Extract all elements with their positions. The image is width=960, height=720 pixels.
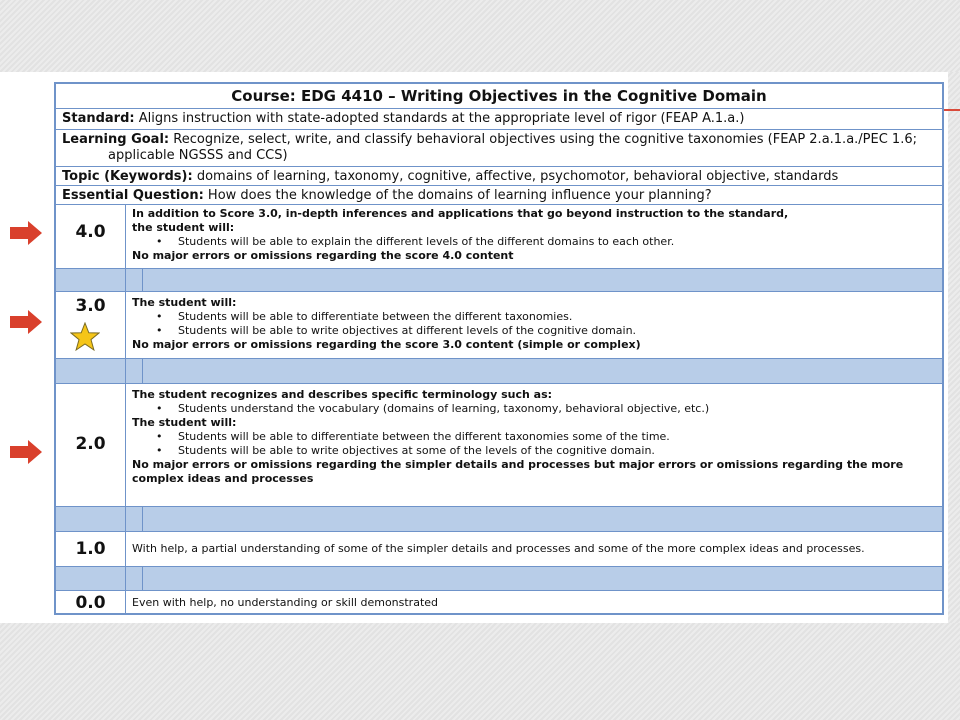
score-row-2 [56,384,942,507]
spacer-row [56,269,942,292]
spacer-row [56,567,942,591]
score-4-line1: In addition to Score 3.0, in-depth inferences and applications that go beyond instruction to the standard, [132,207,789,220]
standard-text: Aligns instruction with state-adopted standards at the appropriate level of rigor (FEAP A.1.a.) [138,111,745,126]
spacer-score-cell [56,567,126,590]
learning-goal-label: Learning Goal: [62,132,170,147]
spacer-row [56,507,942,532]
score-3-bullet-1: • Students will be able to differentiate between the different taxonomies. [132,310,937,324]
score-3-footer: No major errors or omissions regarding the score 3.0 content (simple or complex) [132,338,641,351]
score-2-line1: The student recognizes and describes specific terminology such as: [132,388,553,401]
score-4: 4.0 [56,205,126,268]
topic-text: domains of learning, taxonomy, cognitive, affective, psychomotor, behavioral objective, standards [196,169,839,184]
rubric-table [54,82,944,615]
right-arrow-icon [10,440,42,464]
spacer-score-cell [56,507,126,531]
score-2: 2.0 [56,384,126,506]
score-3-bullet-2: • Students will be able to write objectives at different levels of the cognitive domain. [132,324,937,338]
right-arrow-icon [10,221,42,245]
score-4-footer: No major errors or omissions regarding the score 4.0 content [132,249,514,262]
score-4-description [127,205,942,268]
learning-goal-text-cont: applicable NGSSS and CCS) [108,148,288,163]
score-1-description: With help, a partial understanding of some of the simpler details and processes and some of the more complex ideas and processes. [132,542,865,555]
course-title: Course: EDG 4410 – Writing Objectives in the Cognitive Domain [56,84,942,109]
learning-goal-text: Recognize, select, write, and classify behavioral objectives using the cognitive taxonomies (FEAP 2.a.1.a./PEC 1.6; [173,132,917,147]
score-2-bullet-3: • Students will be able to write objectives at some of the levels of the cognitive domain. [132,444,937,458]
score-2-bullet-2: • Students will be able to differentiate between the different taxonomies some of the time. [132,430,937,444]
essential-question-row [56,186,942,205]
spacer-score-cell [56,359,126,383]
score-4-line2: the student will: [132,221,235,234]
score-row-0 [56,591,942,615]
score-3-description [127,292,942,358]
topic-label: Topic (Keywords): [62,169,193,184]
spacer-divider [142,359,143,383]
score-row-3 [56,292,942,359]
slide-background-right [948,72,960,623]
score-2-description [127,384,942,506]
score-3: 3.0 [56,292,126,358]
score-3-line1: The student will: [132,296,237,309]
standard-row [56,109,942,130]
right-arrow-icon [10,310,42,334]
spacer-divider [142,507,143,531]
spacer-row [56,359,942,384]
topic-row [56,167,942,186]
score-2-bullet-1: • Students understand the vocabulary (domains of learning, taxonomy, behavioral objective, etc.) [132,402,937,416]
score-4-bullet: • Students will be able to explain the different levels of the different domains to each other. [132,235,937,249]
spacer-score-cell [56,269,126,291]
essential-question-label: Essential Question: [62,188,204,203]
score-row-4 [56,205,942,269]
score-2-footer: No major errors or omissions regarding the simpler details and processes but major errors or omissions regarding the more complex ideas and processes [132,458,904,485]
score-0-description: Even with help, no understanding or skill demonstrated [132,596,439,609]
standard-label: Standard: [62,111,135,126]
spacer-divider [142,567,143,590]
spacer-divider [142,269,143,291]
decorative-accent-line [944,109,960,111]
score-0: 0.0 [56,591,126,615]
score-row-1 [56,532,942,567]
essential-question-text: How does the knowledge of the domains of learning influence your planning? [207,188,712,203]
slide-background-top [0,0,960,72]
score-1: 1.0 [56,532,126,566]
score-2-line2: The student will: [132,416,237,429]
star-icon [70,322,100,352]
slide-background-bottom [0,623,960,720]
learning-goal-row [56,130,942,167]
